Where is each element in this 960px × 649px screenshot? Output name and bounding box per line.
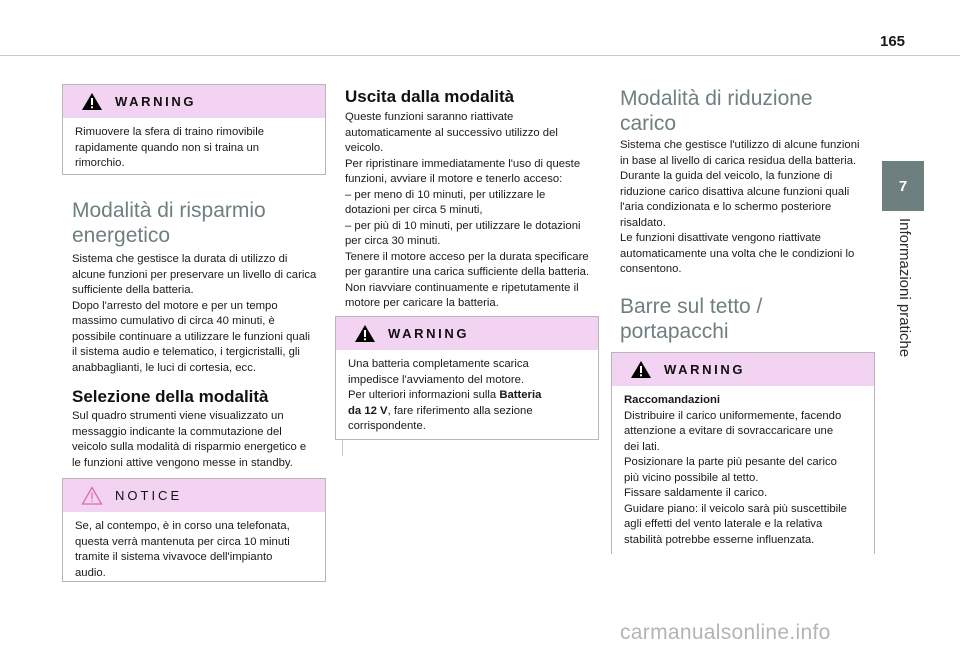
heading-mode-exit: Uscita dalla modalità: [345, 87, 515, 106]
load-reduction-text: Sistema che gestisce l'utilizzo di alcune funzioni in base al livello di carica residua della batteria. Durante la guida del veicolo, la funzione di riduzione carico disattiva alcune funzioni quali l'aria condizionata e lo schermo posteriore risaldato. Le funzioni disattivate vengono riattivate automaticamente una volta che le condizioni lo consentono.: [620, 139, 860, 275]
warning-label: WARNING: [388, 326, 470, 341]
warning-text: Rimuovere la sfera di traino rimovibile rapidamente quando non si traina un rimorchio.: [75, 126, 264, 169]
battery-reference[interactable]: Batteria da 12 V: [348, 389, 542, 417]
page-number: 165: [880, 33, 906, 50]
heading-energy-saving-text: Modalità di risparmio energetico: [72, 199, 266, 247]
warning-box-tow-ball: [62, 84, 326, 175]
warning-box-battery: [335, 316, 599, 440]
chapter-tab[interactable]: 7: [882, 161, 924, 211]
heading-load-reduction-text: Modalità di riduzione carico: [620, 87, 813, 135]
heading-load-reduction: [620, 86, 813, 136]
warning-label: WARNING: [115, 94, 197, 109]
energy-saving-text: Sistema che gestisce la durata di utilizzo di alcune funzioni per preservare un livello di carica sufficiente della batteria. Dopo l'arresto del motore e per un tempo massimo cumulativo di circa 40 minuti, è possibile continuare a utilizzare le funzioni quali il sistema audio e telematico, i tergicristalli, gli anabbaglianti, le luci di cortesia, ecc.: [72, 253, 317, 374]
heading-roof-bars: [620, 294, 762, 344]
warning-header: [612, 353, 874, 386]
watermark: carmanualsonline.info: [620, 621, 831, 644]
notice-header: [63, 479, 325, 512]
warning-box-roof-load: [611, 352, 875, 554]
warning-text-part: , fare riferimento alla sezione corrispondente.: [348, 404, 533, 432]
warning-header: [63, 85, 325, 118]
notice-icon: [81, 486, 103, 505]
warning-icon: [81, 92, 103, 111]
notice-box-phone-call: [62, 478, 326, 582]
warning-label: WARNING: [664, 362, 746, 377]
top-divider: [0, 55, 960, 56]
warning-icon: [354, 324, 376, 343]
warning-icon: [630, 360, 652, 379]
heading-energy-saving: [72, 198, 266, 248]
warning-title: Raccomandazioni: [624, 394, 721, 406]
warning-header: [336, 317, 598, 350]
mode-exit-text: Queste funzioni saranno riattivate automaticamente al successivo utilizzo del veicolo. Per ripristinare immediatamente l'uso di queste funzioni, avviare il motore e tenerlo acceso: – per meno di 10 minuti, per utilizzare le dotazioni per circa 5 minuti, – per più di 10 minuti, per utilizzare le dotazioni per circa 30 minuti. Tenere il motore acceso per la durata specificare per garantire una carica sufficiente della batteria. Non riavviare continuamente e ripetutamente il motore per caricare la batteria.: [345, 111, 590, 309]
warning-text: [348, 357, 588, 435]
notice-label: NOTICE: [115, 488, 183, 503]
warning-text-part: Una batteria completamente scarica impedisce l'avviamento del motore. Per ulteriori informazioni sulla: [348, 358, 529, 401]
notice-text: Se, al contempo, è in corso una telefonata, questa verrà mantenuta per circa 10 minuti tramite il sistema vivavoce dell'impianto audio.: [75, 520, 290, 579]
heading-roof-bars-text: Barre sul tetto / portapacchi: [620, 295, 763, 343]
chapter-title: Informazioni pratiche: [896, 218, 913, 358]
warning-text: Distribuire il carico uniformemente, facendo attenzione a evitare di sovraccaricare une dei lati. Posizionare la parte più pesante del carico più vicino possibile al tetto. Fissare saldamente il carico. Guidare piano: il veicolo sarà più suscettibile agli effetti del vento laterale e la relativa stabilità potrebbe esserne influenzata.: [624, 409, 847, 546]
mode-selection-text: Sul quadro strumenti viene visualizzato un messaggio indicante la commutazione del veicolo sulla modalità di risparmio energetico e le funzioni attive vengono messe in standby.: [72, 410, 307, 469]
heading-mode-selection: Selezione della modalità: [72, 387, 269, 406]
